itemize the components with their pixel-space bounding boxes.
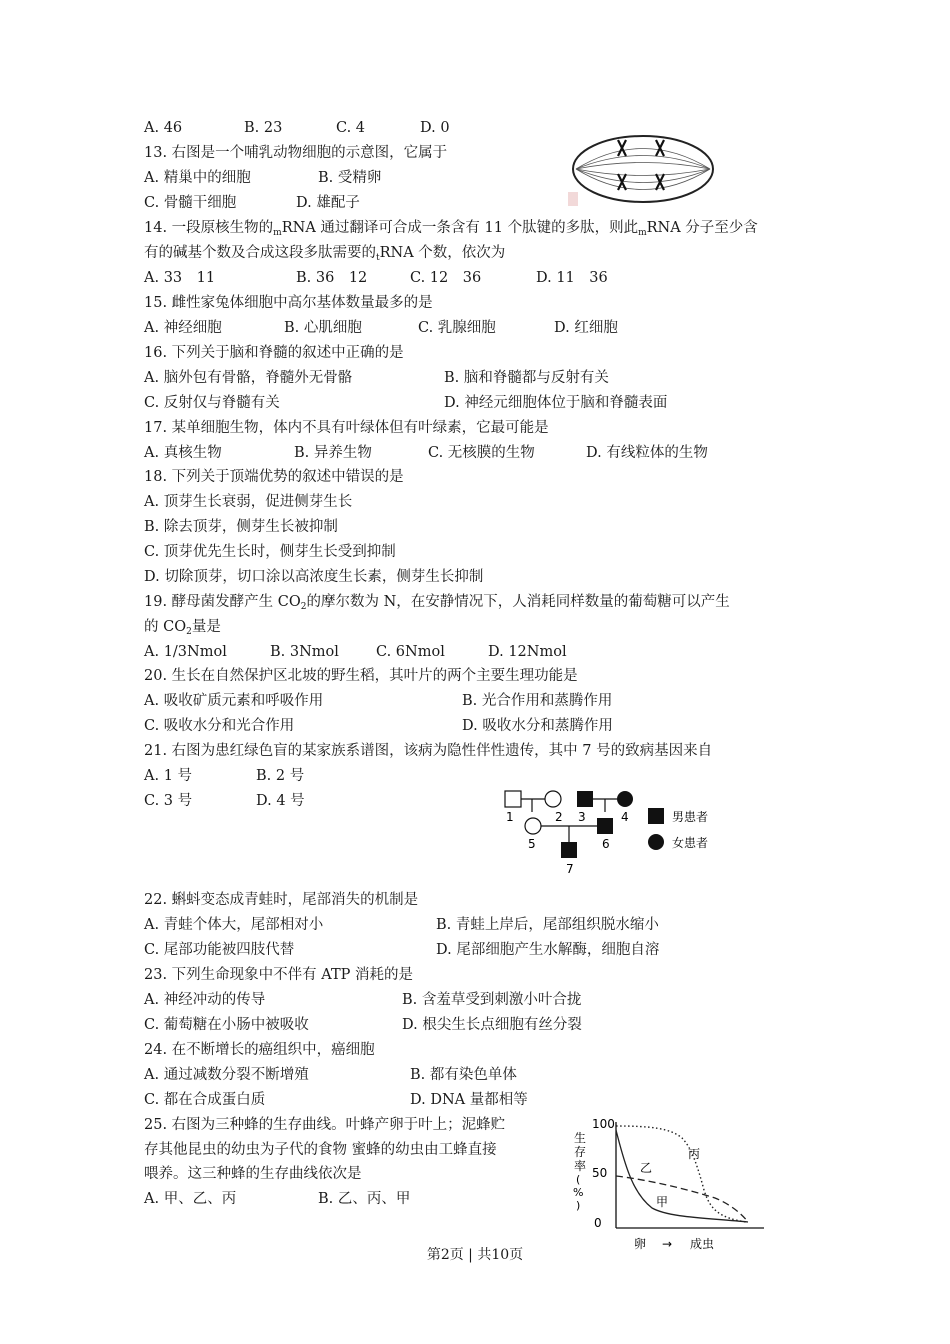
y-label-char-4: ( [576,1173,581,1186]
q13-option-d: D. 雄配子 [296,195,360,211]
pedigree-individual-3 [577,791,593,807]
q18-option-a: A. 顶芽生长衰弱，促进侧芽生长 [144,494,353,510]
pedigree-individual-7 [561,842,577,858]
x-label-arrow: → [662,1237,673,1251]
q16-stem: 16. 下列关于脑和脊髓的叙述中正确的是 [144,345,404,361]
q20-option-c: C. 吸收水分和光合作用 [144,718,295,734]
q14-stem-line2: 有的碱基个数及合成这段多肽需要的$_t$RNA 个数，依次为 [144,245,506,263]
pedigree-label-5: 5 [528,837,536,851]
y-tick-50: 50 [592,1166,608,1180]
q19-option-c: C. 6Nmol [376,644,445,660]
pedigree-individual-1 [505,791,521,807]
pedigree-individual-6 [597,818,613,834]
y-label-char-3: 率 [574,1159,587,1173]
pedigree-label-2: 2 [555,810,563,824]
q12-option-d: D. 0 [420,120,450,136]
q24-option-a: A. 通过减数分裂不断增殖 [144,1067,309,1083]
q21-option-a: A. 1 号 [144,768,193,784]
q23-stem: 23. 下列生命现象中不伴有 ATP 消耗的是 [144,967,413,983]
q24-option-c: C. 都在合成蛋白质 [144,1092,266,1108]
q15-option-c: C. 乳腺细胞 [418,320,496,336]
q13-option-a: A. 精巢中的细胞 [144,170,251,186]
q13-option-b: B. 受精卵 [318,170,382,186]
q15-option-d: D. 红细胞 [554,320,618,336]
q12-option-b: B. 23 [244,120,283,136]
y-tick-0: 0 [594,1216,602,1230]
q24-option-d: D. DNA 量都相等 [410,1092,528,1108]
q14-option-b: B. 36 12 [296,270,368,286]
q17-option-d: D. 有线粒体的生物 [586,445,708,461]
q24-option-b: B. 都有染色单体 [410,1067,517,1083]
pedigree-label-4: 4 [621,810,629,824]
y-label-char-6: ) [576,1199,581,1212]
pedigree-label-3: 3 [578,810,586,824]
q25-stem-line2: 存其他昆虫的幼虫为子代的食物 蜜蜂的幼虫由工蜂直接 [144,1142,497,1158]
q19-option-b: B. 3Nmol [270,644,339,660]
q25-option-b: B. 乙、丙、甲 [318,1191,411,1207]
cell-division-diagram [568,132,718,207]
q14-option-a: A. 33 11 [144,270,216,286]
q16-option-d: D. 神经元细胞体位于脑和脊髓表面 [444,395,668,411]
q21-option-d: D. 4 号 [256,793,305,809]
q25-stem-line3: 喂养。这三种蜂的生存曲线依次是 [144,1166,362,1182]
series-label-yi: 乙 [640,1161,653,1175]
q16-option-c: C. 反射仅与脊髓有关 [144,395,280,411]
q20-option-b: B. 光合作用和蒸腾作用 [462,693,613,709]
y-label-char-5: % [573,1186,584,1199]
q22-option-a: A. 青蛙个体大，尾部相对小 [144,917,324,933]
q19-stem-line2: 的 $CO_2$量是 [144,619,221,637]
q15-option-a: A. 神经细胞 [144,320,222,336]
survival-curve-chart [570,1110,770,1252]
q22-stem: 22. 蝌蚪变态成青蛙时，尾部消失的机制是 [144,892,419,908]
q18-stem: 18. 下列关于顶端优势的叙述中错误的是 [144,469,404,485]
series-label-bing: 丙 [688,1147,701,1161]
survival-curve-yi [616,1176,748,1222]
q16-option-a: A. 脑外包有骨骼，脊髓外无骨骼 [144,370,353,386]
q20-option-d: D. 吸收水分和蒸腾作用 [462,718,613,734]
q17-option-c: C. 无核膜的生物 [428,445,535,461]
legend-male-patient-label: 男患者 [672,810,709,824]
q19-option-d: D. 12Nmol [488,644,567,660]
q18-option-b: B. 除去顶芽，侧芽生长被抑制 [144,519,338,535]
q22-option-d: D. 尾部细胞产生水解酶，细胞自溶 [436,942,660,958]
q21-stem: 21. 右图为患红绿色盲的某家族系谱图，该病为隐性伴性遗传，其中 7 号的致病基因来自 [144,743,713,759]
q22-option-b: B. 青蛙上岸后，尾部组织脱水缩小 [436,917,659,933]
pedigree-individual-4 [617,791,633,807]
q17-option-a: A. 真核生物 [144,445,222,461]
legend-male-patient-symbol [648,808,664,824]
y-label-char-2: 存 [574,1145,587,1159]
q12-option-a: A. 46 [144,120,183,136]
q17-stem: 17. 某单细胞生物，体内不具有叶绿体但有叶绿素，它最可能是 [144,420,549,436]
pedigree-label-1: 1 [506,810,514,824]
q12-option-c: C. 4 [336,120,366,136]
q13-option-c: C. 骨髓干细胞 [144,195,237,211]
pedigree-chart [498,786,738,878]
q20-option-a: A. 吸收矿质元素和呼吸作用 [144,693,324,709]
legend-female-patient-label: 女患者 [672,836,709,850]
x-label-end: 成虫 [690,1237,715,1251]
q13-stem: 13. 右图是一个哺乳动物细胞的示意图，它属于 [144,145,448,161]
q23-option-c: C. 葡萄糖在小肠中被吸收 [144,1017,309,1033]
y-tick-100: 100 [592,1117,615,1131]
q15-stem: 15. 雌性家兔体细胞中高尔基体数量最多的是 [144,295,433,311]
q14-option-c: C. 12 36 [410,270,482,286]
q23-option-a: A. 神经冲动的传导 [144,992,266,1008]
series-label-jia: 甲 [656,1195,669,1209]
q16-option-b: B. 脑和脊髓都与反射有关 [444,370,609,386]
legend-female-patient-symbol [648,834,664,850]
pedigree-label-6: 6 [602,837,610,851]
pedigree-individual-5 [525,818,541,834]
q18-option-c: C. 顶芽优先生长时，侧芽生长受到抑制 [144,544,396,560]
q14-option-d: D. 11 36 [536,270,608,286]
q19-stem-line1: 19. 酵母菌发酵产生 $CO_2$的摩尔数为 N，在安静情况下，人消耗同样数量的葡萄糖可以产生 [144,594,730,612]
page-footer: 第2页 | 共10页 [426,1247,524,1263]
q14-stem-line1: 14. 一段原核生物的$_m$RNA 通过翻译可合成一条含有 11 个肽键的多肽，则此$_m$RNA 分子至少含 [144,220,758,238]
pedigree-individual-2 [545,791,561,807]
q23-option-d: D. 根尖生长点细胞有丝分裂 [402,1017,582,1033]
q21-option-b: B. 2 号 [256,768,305,784]
q25-option-a: A. 甲、乙、丙 [144,1191,237,1207]
q21-option-c: C. 3 号 [144,793,193,809]
survival-curve-jia [616,1130,748,1222]
q19-option-a: A. 1/3Nmol [144,644,227,660]
pedigree-label-7: 7 [566,862,574,876]
q18-option-d: D. 切除顶芽，切口涂以高浓度生长素，侧芽生长抑制 [144,569,484,585]
q25-stem-line1: 25. 右图为三种蜂的生存曲线。叶蜂产卵于叶上；泥蜂贮 [144,1117,506,1133]
y-label-char-1: 生 [574,1131,587,1145]
q22-option-c: C. 尾部功能被四肢代替 [144,942,295,958]
x-label-start: 卵 [634,1237,647,1251]
q20-stem: 20. 生长在自然保护区北坡的野生稻，其叶片的两个主要生理功能是 [144,668,578,684]
q24-stem: 24. 在不断增长的癌组织中，癌细胞 [144,1042,375,1058]
q23-option-b: B. 含羞草受到刺激小叶合拢 [402,992,582,1008]
survival-curve-bing [616,1126,746,1222]
q15-option-b: B. 心肌细胞 [284,320,362,336]
q17-option-b: B. 异养生物 [294,445,372,461]
